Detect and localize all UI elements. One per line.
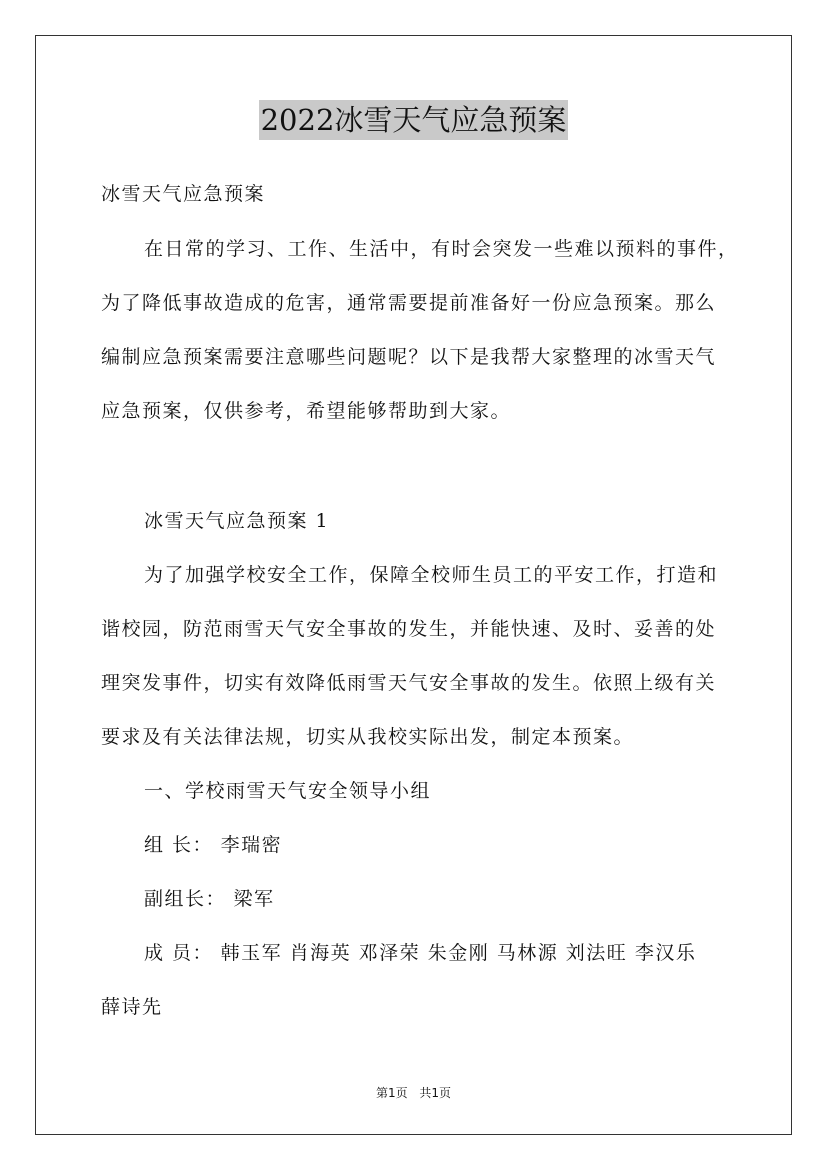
title-container	[0, 100, 827, 140]
paragraph-line: 为了加强学校安全工作，保障全校师生员工的平安工作，打造和	[144, 564, 719, 586]
section-heading: 冰雪天气应急预案 1	[144, 510, 330, 532]
page-footer	[0, 1084, 827, 1101]
document-title: 2022冰雪天气应急预案	[259, 100, 569, 140]
members-line: 成 员： 韩玉军 肖海英 邓泽荣 朱金刚 马林源 刘法旺 李汉乐	[144, 942, 697, 964]
subtitle-line: 冰雪天气应急预案	[101, 183, 266, 205]
page-total: 共1页	[419, 1086, 452, 1100]
paragraph-line: 要求及有关法律法规，切实从我校实际出发，制定本预案。	[101, 726, 635, 748]
deputy-leader-line: 副组长： 梁军	[144, 888, 275, 910]
subsection-heading: 一、学校雨雪天气安全领导小组	[144, 780, 432, 802]
page-number: 第1页	[375, 1086, 408, 1100]
paragraph-line: 谐校园，防范雨雪天气安全事故的发生，并能快速、及时、妥善的处	[101, 618, 717, 640]
paragraph-line: 理突发事件，切实有效降低雨雪天气安全事故的发生。依照上级有关	[101, 672, 717, 694]
paragraph-line: 为了降低事故造成的危害，通常需要提前准备好一份应急预案。那么	[101, 292, 717, 314]
paragraph-line: 在日常的学习、工作、生活中，有时会突发一些难以预料的事件，	[144, 238, 739, 260]
members-line-continued: 薛诗先	[101, 996, 163, 1018]
paragraph-line: 编制应急预案需要注意哪些问题呢？以下是我帮大家整理的冰雪天气	[101, 346, 717, 368]
paragraph-line: 应急预案，仅供参考，希望能够帮助到大家。	[101, 400, 512, 422]
leader-line: 组 长： 李瑞密	[144, 834, 283, 856]
